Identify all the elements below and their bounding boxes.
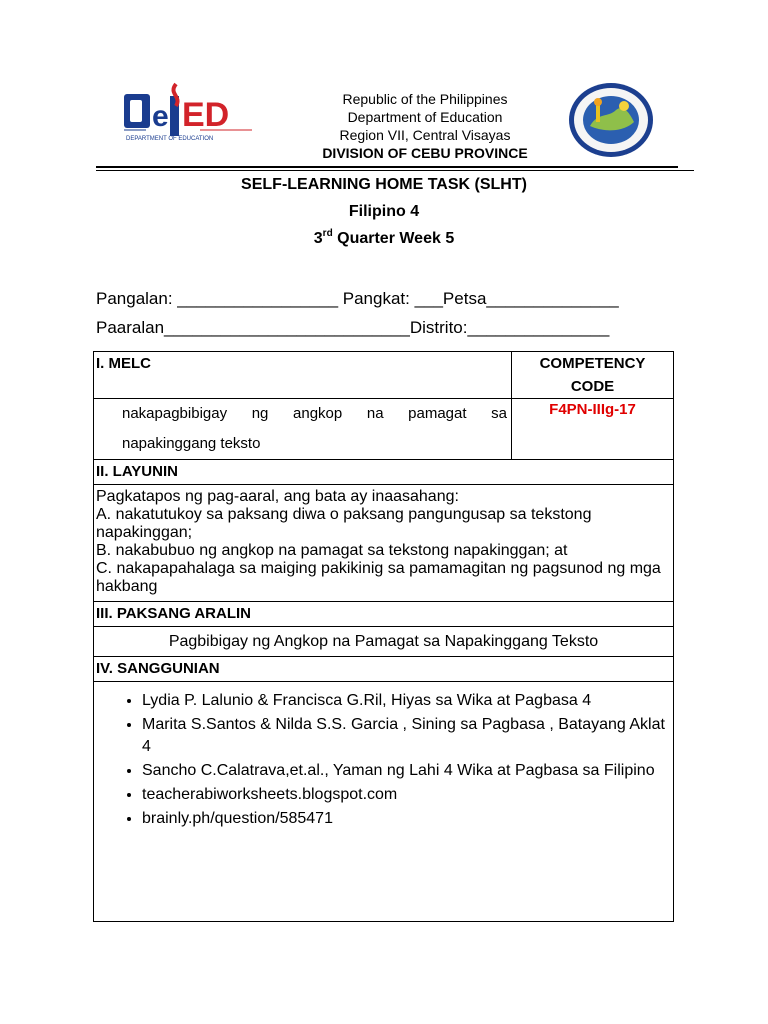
- reference-link[interactable]: • brainly.ph/question/585471: [142, 808, 673, 830]
- melc-line-1: nakapagbibigay ng angkop na pamagat sa: [122, 405, 507, 422]
- melc-description: [94, 399, 512, 460]
- sanggunian-heading: IV. SANGGUNIAN: [94, 657, 674, 682]
- task-title: SELF-LEARNING HOME TASK (SLHT): [241, 176, 527, 193]
- melc-heading: I. MELC: [94, 352, 512, 399]
- objective-c: C. nakapapahalaga sa maiging pakikinig sa pamamagitan ng pagsunod ng mga hakbang: [96, 560, 661, 595]
- deped-logo: [124, 80, 254, 142]
- reference-link[interactable]: • teacherabiworksheets.blogspot.com: [142, 784, 673, 806]
- objective-b: B. nakabubuo ng angkop na pamagat sa tekstong napakinggan; at: [96, 542, 568, 559]
- layunin-heading: II. LAYUNIN: [94, 460, 674, 485]
- objective-intro: Pagkatapos ng pag-aaral, ang bata ay inaasahang:: [96, 488, 459, 505]
- competency-code-value: F4PN-IIIg-17: [512, 399, 674, 460]
- reference-item: • Lydia P. Lalunio & Francisca G.Ril, Hiyas sa Wika at Pagbasa 4: [142, 690, 673, 712]
- paksa-heading: III. PAKSANG ARALIN: [94, 602, 674, 627]
- quarter-title: [96, 230, 672, 248]
- division-seal: [568, 82, 654, 158]
- svg-text:ED: ED: [182, 96, 230, 134]
- quarter-ordinal: rd: [322, 228, 333, 239]
- references-list: [94, 682, 673, 830]
- reference-item: • Marita S.Santos & Nilda S.S. Garcia , Sining sa Pagbasa , Batayang Aklat 4: [142, 714, 673, 758]
- header-republic: Republic of the Philippines: [342, 91, 508, 107]
- reference-item: • Sancho C.Calatrava,et.al., Yaman ng Lahi 4 Wika at Pagbasa sa Filipino: [142, 760, 673, 782]
- code-label: CODE: [570, 378, 615, 395]
- quarter-number: 3: [313, 230, 323, 247]
- paksa-topic: Pagbibigay ng Angkop na Pamagat sa Napakinggang Teksto: [94, 627, 674, 657]
- header-rule-bottom: [96, 170, 694, 171]
- melc-line-2: napakinggang teksto: [122, 435, 261, 452]
- references-cell: [94, 682, 674, 922]
- logo-subtext: DEPARTMENT OF EDUCATION: [126, 136, 214, 142]
- competency-code-heading: [512, 352, 674, 399]
- layunin-objectives: [94, 485, 674, 602]
- header-region: Region VII, Central Visayas: [339, 127, 511, 143]
- header-rule-top: [96, 166, 678, 168]
- svg-text:e: e: [152, 100, 169, 133]
- header-division: DIVISION OF CEBU PROVINCE: [322, 145, 528, 161]
- name-section-field-row: Pangalan: _________________ Pangkat: ___Petsa______________: [96, 289, 619, 308]
- competency-label: COMPETENCY: [539, 355, 646, 372]
- school-district-field-row: Paaralan__________________________Distrito:_______________: [96, 318, 610, 337]
- subject-title: Filipino 4: [348, 203, 420, 220]
- task-table: [93, 351, 674, 922]
- header-department: Department of Education: [347, 109, 503, 125]
- quarter-rest: Quarter Week 5: [332, 230, 455, 247]
- objective-a: A. nakatutukoy sa paksang diwa o paksang pangungusap sa tekstong napakinggan;: [96, 506, 592, 541]
